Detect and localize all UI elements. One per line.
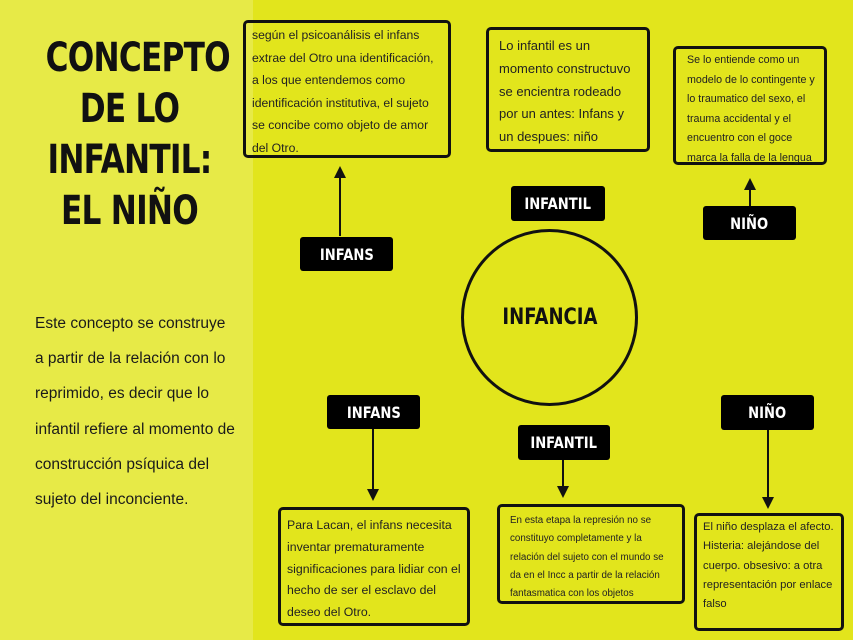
label-infans-top-text: INFANS xyxy=(319,244,374,264)
label-nino-top xyxy=(703,206,796,240)
label-infans-bottom-text: INFANS xyxy=(346,402,401,422)
box-infantil-top xyxy=(486,27,650,152)
box-nino-top xyxy=(673,46,827,165)
label-infantil-top xyxy=(511,186,605,221)
label-infans-bottom xyxy=(327,395,420,429)
label-nino-top-text: NIÑO xyxy=(730,213,769,233)
box-infans-bottom-text: Para Lacan, el infans necesita inventar prematuramente significaciones para lidiar con el hecho de ser el esclavo del deseo del Otro. xyxy=(287,518,461,620)
box-infantil-bottom-text: En esta etapa la represión no se constituyo completamente y la relación del sujeto con el mundo se da en el Incc a partir de la relación fantasmatica con los objetos xyxy=(510,515,664,600)
center-node-infancia xyxy=(461,229,638,406)
label-infantil-bottom xyxy=(518,425,610,460)
center-label: INFANCIA xyxy=(501,305,598,330)
box-nino-top-text: Se lo entiende como un modelo de lo contingente y lo traumatico del sexo, el trauma accidental y el encuentro con el goce marca la falla de la lengua xyxy=(687,54,815,164)
box-nino-bottom xyxy=(694,513,844,631)
intro-text: Este concepto se construye a partir de la relación con lo reprimido, es decir que lo infantil refiere al momento de construcción psíquica del sujeto del inconciente. xyxy=(35,315,235,509)
box-infans-top-text: según el psicoanálisis el infans extrae del Otro una identificación, a los que entendemos como identificación institutiva, el sujeto se concibe como objeto de amor del Otro. xyxy=(252,28,434,155)
box-nino-bottom-text: El niño desplaza el afecto. Histeria: alejándose del cuerpo. obsesivo: a otra representación por enlace falso xyxy=(703,521,834,611)
label-infans-top xyxy=(300,237,393,271)
box-infantil-top-text: Lo infantil es un momento constructuvo se encientra rodeado por un antes: Infans y un despues: niño xyxy=(499,38,631,145)
page-title: CONCEPTO DE LO INFANTIL: EL NIÑO xyxy=(45,35,230,234)
label-infantil-top-text: INFANTIL xyxy=(524,194,592,213)
label-nino-bottom xyxy=(721,395,814,430)
box-infantil-bottom xyxy=(497,504,685,604)
label-nino-bottom-text: NIÑO xyxy=(748,403,787,422)
box-infans-bottom xyxy=(278,507,470,626)
label-infantil-bottom-text: INFANTIL xyxy=(530,433,598,452)
box-infans-top xyxy=(243,20,451,158)
